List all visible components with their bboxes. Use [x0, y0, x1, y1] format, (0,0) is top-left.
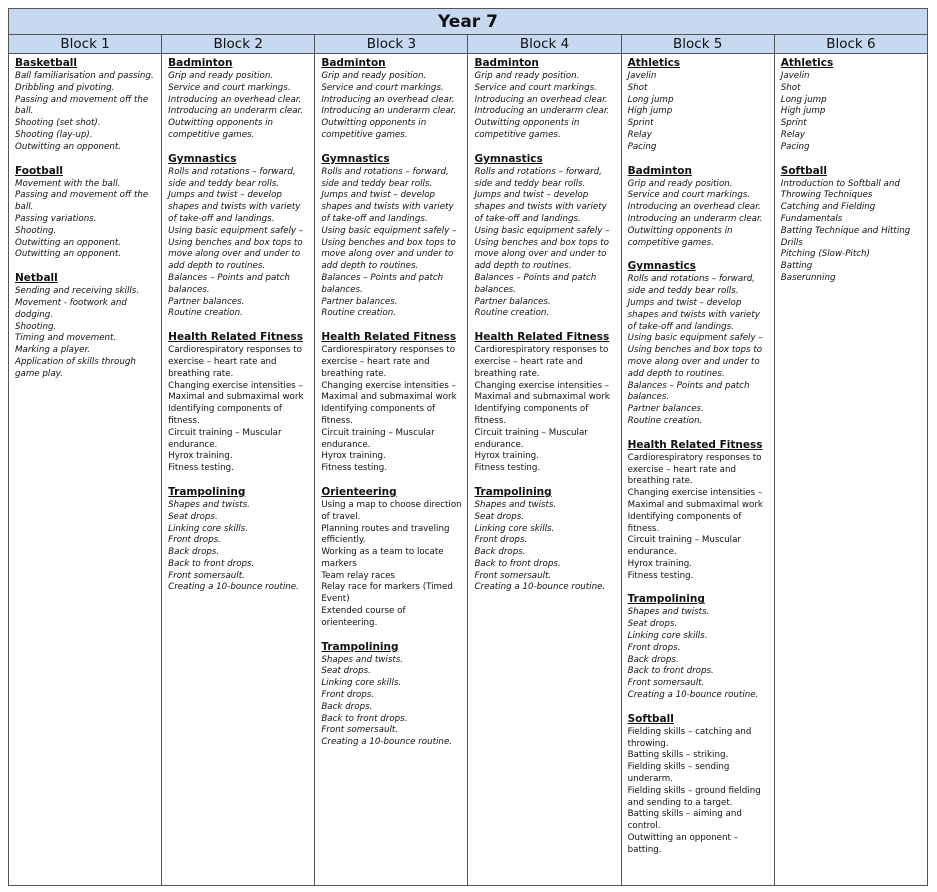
- activity-line: High jump: [627, 106, 673, 117]
- activity-heading: Football: [15, 164, 63, 177]
- activity-line: Partner balances.: [168, 296, 245, 307]
- activity-heading: Health Related Fitness: [627, 438, 763, 451]
- activity-line: Planning routes and traveling efficiently.: [321, 523, 450, 546]
- activity-line: Balances – Points and patch balances.: [474, 272, 597, 295]
- activity-line: Hyrox training.: [168, 451, 233, 462]
- activity-line: Service and court markings.: [474, 82, 597, 93]
- activity-heading: Badminton: [168, 57, 233, 69]
- activity-line: Linking core skills.: [474, 523, 555, 534]
- activity-line: Introducing an underarm clear.: [321, 106, 457, 117]
- activity-line: Routine creation.: [168, 308, 243, 319]
- activity-line: Timing and movement.: [15, 333, 117, 344]
- activity-line: Front drops.: [474, 535, 528, 546]
- activity-line: Partner balances.: [321, 296, 398, 307]
- activity-line: Front drops.: [321, 690, 375, 701]
- activity-line: Front somersault.: [474, 570, 552, 581]
- activity-line: Creating a 10-bounce routine.: [321, 737, 453, 748]
- title-row: [9, 9, 928, 35]
- activity-heading: Badminton: [321, 57, 386, 69]
- activity-line: Circuit training – Muscular endurance.: [627, 535, 741, 558]
- activity-line: Pitching (Slow-Pitch): [780, 249, 870, 260]
- activity-line: Back drops.: [474, 547, 526, 558]
- block-header-row: [9, 35, 928, 54]
- activity-line: Linking core skills.: [627, 631, 708, 642]
- activity-line: Back to front drops.: [474, 558, 561, 569]
- activity-line: Using a map to choose direction of travel.: [321, 499, 462, 522]
- activity-line: Using basic equipment safely – Using benches and box tops to move along over and under to add depth to routines.: [474, 225, 610, 272]
- activity-line: Shooting (lay-up).: [15, 129, 93, 140]
- activity-line: Rolls and rotations – forward, side and teddy bear rolls.: [168, 166, 296, 189]
- activity-line: Outwitting opponents in competitive games.: [474, 118, 580, 140]
- block-header: Block 4: [468, 35, 621, 54]
- activity-heading: Basketball: [15, 57, 77, 69]
- activity-section: [474, 57, 616, 142]
- activity-line: Introducing an underarm clear.: [474, 106, 610, 117]
- activity-line: Baserunning: [780, 272, 836, 283]
- activity-line: Partner balances.: [474, 296, 551, 307]
- activity-line: Seat drops.: [321, 666, 371, 677]
- activity-line: Service and court markings.: [321, 82, 444, 93]
- activity-line: Front somersault.: [321, 725, 399, 736]
- activity-line: Cardiorespiratory responses to exercise – heart rate and breathing rate.: [627, 452, 762, 487]
- activity-line: Extended course of orienteering.: [321, 606, 406, 628]
- activity-line: Back to front drops.: [168, 558, 255, 569]
- activity-section: [628, 260, 770, 427]
- activity-line: Front somersault.: [627, 678, 705, 689]
- activity-line: Shooting.: [15, 321, 57, 332]
- activity-line: Jumps and twist – develop shapes and twists with variety of take-off and landings.: [168, 190, 301, 224]
- activity-line: Fitness testing.: [627, 570, 694, 581]
- activity-heading: Badminton: [627, 164, 692, 177]
- activity-section: [321, 331, 463, 475]
- curriculum-table-wrapper: [8, 8, 928, 884]
- activity-line: Fitness testing.: [321, 463, 388, 474]
- activity-line: Fielding skills – catching and throwing.: [627, 726, 752, 749]
- activity-line: Jumps and twist – develop shapes and twists with variety of take-off and landings.: [321, 190, 454, 224]
- activity-line: Changing exercise intensities – Maximal and submaximal work: [321, 380, 457, 403]
- activity-line: Sending and receiving skills.: [15, 286, 140, 297]
- activity-line: Relay: [627, 129, 652, 140]
- activity-line: Shapes and twists.: [321, 654, 404, 665]
- activity-heading: Gymnastics: [321, 152, 390, 165]
- activity-line: Outwitting an opponent.: [15, 237, 122, 248]
- activity-line: Passing variations.: [15, 213, 97, 224]
- block-column: [162, 54, 315, 886]
- activity-line: Pacing: [627, 141, 657, 152]
- activity-line: Balances – Points and patch balances.: [627, 380, 750, 403]
- activity-line: Grip and ready position.: [168, 71, 274, 81]
- block-column: [621, 54, 774, 886]
- activity-line: Fielding skills – ground fielding and sending to a target.: [627, 785, 761, 808]
- activity-line: Outwitting opponents in competitive games.: [168, 118, 274, 140]
- activity-section: [168, 486, 310, 594]
- activity-heading: Athletics: [627, 57, 681, 69]
- activity-section: [628, 165, 770, 250]
- activity-section: [15, 165, 157, 262]
- activity-section: [321, 57, 463, 142]
- activity-line: Grip and ready position.: [474, 71, 580, 81]
- activity-line: Javelin: [627, 71, 657, 81]
- activity-line: Partner balances.: [627, 404, 704, 415]
- activity-line: Outwitting an opponent.: [15, 249, 122, 260]
- activity-line: Catching and Fielding Fundamentals: [780, 202, 876, 224]
- activity-line: Dribbling and pivoting.: [15, 82, 115, 93]
- activity-heading: Trampolining: [168, 485, 246, 498]
- activity-line: Seat drops.: [168, 511, 218, 522]
- activity-line: Rolls and rotations – forward, side and teddy bear rolls.: [627, 274, 756, 297]
- activity-line: Working as a team to locate markers: [321, 547, 444, 569]
- activity-heading: Health Related Fitness: [321, 331, 457, 344]
- activity-line: Introducing an underarm clear.: [168, 106, 304, 117]
- activity-line: Grip and ready position.: [627, 178, 733, 189]
- activity-line: Balances – Points and patch balances.: [168, 272, 290, 295]
- activity-line: Identifying components of fitness.: [474, 404, 589, 426]
- activity-line: Shot: [627, 82, 648, 93]
- activity-line: Shapes and twists.: [627, 607, 710, 618]
- activity-section: [628, 593, 770, 701]
- activity-line: Shot: [780, 82, 801, 93]
- activity-line: Seat drops.: [627, 619, 678, 630]
- activity-line: Long jump: [780, 94, 827, 105]
- activity-section: [628, 713, 770, 857]
- activity-line: Passing and movement off the ball.: [15, 94, 149, 117]
- activity-section: [321, 153, 463, 320]
- activity-section: [321, 486, 463, 630]
- activity-line: Introducing an overhead clear.: [627, 202, 761, 213]
- activity-line: Hyrox training.: [321, 451, 386, 462]
- activity-line: Marking a player.: [15, 345, 90, 356]
- activity-line: Shooting.: [15, 225, 57, 236]
- block-header: Block 2: [162, 35, 315, 54]
- activity-heading: Health Related Fitness: [474, 331, 610, 344]
- activity-heading: Gymnastics: [168, 152, 237, 165]
- activity-line: Creating a 10-bounce routine.: [474, 582, 606, 593]
- activity-section: [474, 486, 616, 594]
- activity-heading: Softball: [780, 164, 827, 177]
- block-header: Block 5: [621, 35, 774, 54]
- activity-line: Application of skills through game play.: [15, 356, 136, 379]
- activity-line: Outwitting opponents in competitive games.: [627, 225, 733, 248]
- block-header: Block 1: [9, 35, 162, 54]
- activity-heading: Netball: [15, 272, 58, 285]
- block-column: [468, 54, 621, 886]
- activity-line: Fielding skills – sending underarm.: [627, 762, 730, 785]
- activity-line: High jump: [780, 106, 826, 117]
- activity-line: Balances – Points and patch balances.: [321, 272, 444, 295]
- activity-line: Jumps and twist – develop shapes and twists with variety of take-off and landings.: [627, 297, 760, 332]
- activity-line: Back drops.: [627, 654, 679, 665]
- block-column: [315, 54, 468, 886]
- activity-line: Batting skills – aiming and control.: [627, 809, 742, 832]
- activity-line: Introduction to Softball and Throwing Techniques: [780, 178, 900, 201]
- activity-line: Batting: [780, 261, 813, 272]
- activity-line: Relay: [780, 129, 806, 140]
- activity-line: Rolls and rotations – forward, side and teddy bear rolls.: [321, 166, 449, 189]
- activity-line: Linking core skills.: [168, 523, 248, 534]
- activity-line: Shapes and twists.: [474, 499, 557, 510]
- activity-line: Service and court markings.: [168, 82, 291, 93]
- activity-section: [628, 439, 770, 583]
- activity-line: Circuit training – Muscular endurance.: [474, 427, 588, 450]
- activity-line: Front somersault.: [168, 570, 245, 581]
- activity-line: Circuit training – Muscular endurance.: [321, 427, 435, 450]
- activity-line: Back to front drops.: [321, 713, 408, 724]
- activity-line: Changing exercise intensities – Maximal and submaximal work: [627, 488, 763, 510]
- activity-line: Javelin: [780, 71, 810, 81]
- activity-line: Back drops.: [168, 547, 220, 558]
- activity-line: Sprint: [780, 118, 807, 129]
- activity-line: Introducing an underarm clear.: [627, 213, 763, 224]
- activity-heading: Orienteering: [321, 485, 397, 498]
- activity-line: Introducing an overhead clear.: [474, 94, 608, 105]
- activity-line: Linking core skills.: [321, 678, 402, 689]
- activity-line: Outwitting an opponent.: [15, 141, 122, 152]
- activity-line: Ball familiarisation and passing.: [15, 71, 154, 81]
- activity-heading: Gymnastics: [627, 260, 696, 273]
- activity-line: Routine creation.: [474, 308, 550, 319]
- activity-section: [321, 641, 463, 749]
- activity-line: Batting Technique and Hitting Drills: [780, 225, 911, 248]
- activity-section: [474, 153, 616, 320]
- activity-line: Circuit training – Muscular endurance.: [168, 427, 282, 450]
- activity-line: Team relay races: [321, 570, 395, 581]
- activity-line: Routine creation.: [321, 308, 397, 319]
- activity-line: Grip and ready position.: [321, 71, 427, 81]
- activity-line: Using basic equipment safely – Using benches and box tops to move along over and under to add depth to routines.: [321, 225, 457, 272]
- activity-heading: Trampolining: [627, 593, 705, 606]
- activity-line: Changing exercise intensities – Maximal and submaximal work: [168, 380, 304, 403]
- activity-line: Shapes and twists.: [168, 499, 250, 510]
- activity-line: Identifying components of fitness.: [168, 404, 282, 426]
- activity-section: [168, 57, 310, 142]
- activity-line: Outwitting opponents in competitive games.: [321, 118, 427, 140]
- activity-line: Front drops.: [168, 535, 221, 546]
- activity-line: Using basic equipment safely – Using benches and box tops to move along over and under to add depth to routines.: [168, 225, 304, 272]
- activity-heading: Trampolining: [474, 485, 552, 498]
- activity-line: Introducing an overhead clear.: [168, 94, 302, 105]
- activity-line: Identifying components of fitness.: [627, 511, 742, 534]
- activity-section: [781, 57, 923, 154]
- activity-line: Hyrox training.: [627, 558, 693, 569]
- activity-heading: Health Related Fitness: [168, 331, 303, 344]
- activity-line: Movement with the ball.: [15, 178, 121, 189]
- activity-line: Identifying components of fitness.: [321, 404, 436, 426]
- table-title: Year 7: [9, 9, 928, 35]
- block-content-row: [9, 54, 928, 886]
- activity-section: [781, 165, 923, 285]
- activity-line: Fitness testing.: [474, 463, 541, 474]
- activity-line: Back drops.: [321, 701, 373, 712]
- activity-line: Cardiorespiratory responses to exercise – heart rate and breathing rate.: [474, 345, 609, 379]
- activity-line: Movement - footwork and dodging.: [15, 297, 127, 320]
- activity-line: Batting skills – striking.: [627, 750, 729, 761]
- block-header: Block 3: [315, 35, 468, 54]
- activity-line: Fitness testing.: [168, 463, 234, 474]
- activity-line: Long jump: [627, 94, 674, 105]
- activity-line: Pacing: [780, 141, 810, 152]
- activity-heading: Athletics: [780, 57, 834, 69]
- activity-line: Creating a 10-bounce routine.: [627, 690, 759, 701]
- block-header: Block 6: [774, 35, 927, 54]
- activity-line: Hyrox training.: [474, 451, 539, 462]
- curriculum-table: [8, 8, 928, 886]
- activity-line: Jumps and twist – develop shapes and twists with variety of take-off and landings.: [474, 190, 607, 224]
- activity-heading: Badminton: [474, 57, 539, 69]
- block-column: [9, 54, 162, 886]
- activity-line: Sprint: [627, 118, 654, 129]
- activity-heading: Gymnastics: [474, 152, 543, 165]
- activity-line: Back to front drops.: [627, 666, 714, 677]
- activity-section: [628, 57, 770, 154]
- activity-line: Routine creation.: [627, 415, 703, 426]
- activity-line: Cardiorespiratory responses to exercise – heart rate and breathing rate.: [321, 345, 456, 379]
- activity-heading: Softball: [627, 712, 674, 725]
- activity-line: Relay race for markers (Timed Event): [321, 582, 453, 605]
- activity-line: Rolls and rotations – forward, side and teddy bear rolls.: [474, 166, 602, 189]
- block-column: [774, 54, 927, 886]
- activity-section: [168, 153, 310, 320]
- activity-section: [474, 331, 616, 475]
- activity-line: Introducing an overhead clear.: [321, 94, 455, 105]
- activity-line: Creating a 10-bounce routine.: [168, 582, 299, 593]
- activity-line: Shooting (set shot).: [15, 118, 101, 129]
- activity-line: Using basic equipment safely – Using benches and box tops to move along over and under to add depth to routines.: [627, 333, 763, 379]
- activity-line: Cardiorespiratory responses to exercise – heart rate and breathing rate.: [168, 345, 302, 379]
- activity-heading: Trampolining: [321, 640, 399, 653]
- activity-line: Seat drops.: [474, 511, 525, 522]
- activity-line: Passing and movement off the ball.: [15, 190, 149, 213]
- activity-line: Changing exercise intensities – Maximal and submaximal work: [474, 380, 610, 403]
- activity-line: Front drops.: [627, 642, 681, 653]
- activity-line: Outwitting an opponent – batting.: [627, 833, 739, 855]
- activity-line: Service and court markings.: [627, 190, 751, 201]
- activity-section: [15, 272, 157, 380]
- activity-section: [168, 331, 310, 475]
- activity-section: [15, 57, 157, 154]
